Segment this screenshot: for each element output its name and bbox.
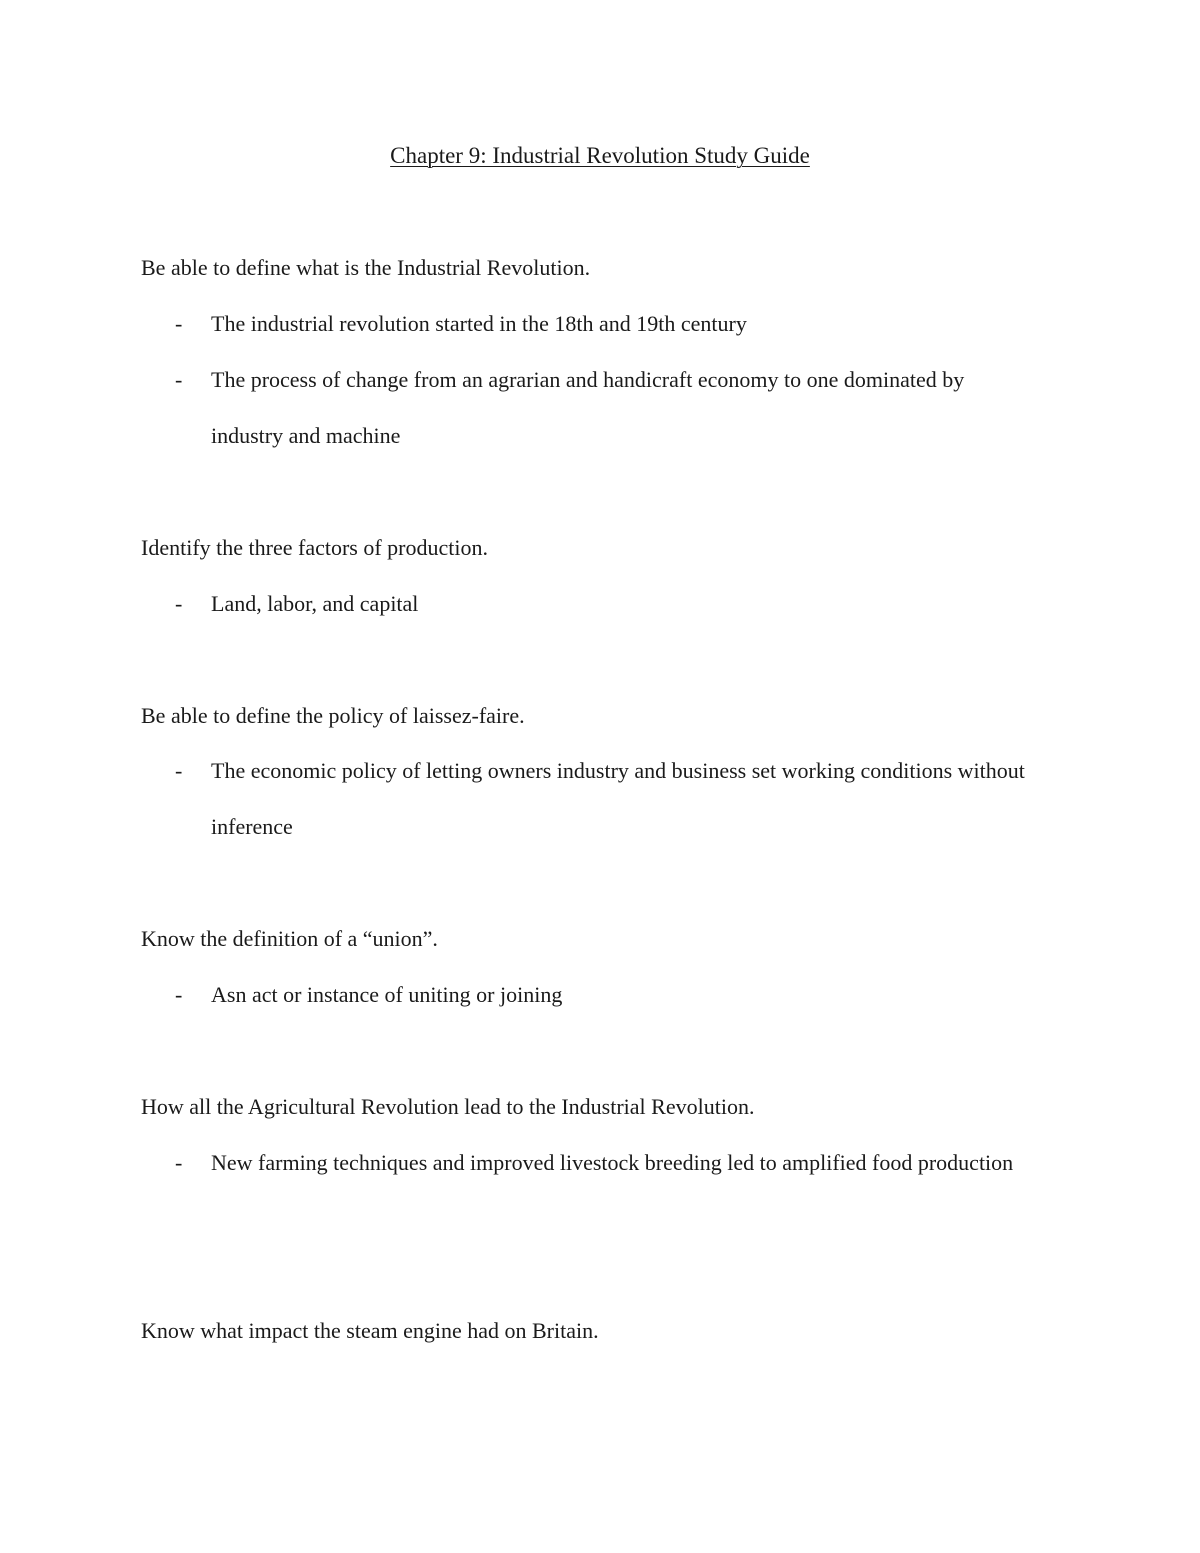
question-industrial-revolution: Be able to define what is the Industrial Revolution.	[141, 255, 591, 280]
answer-text: The industrial revolution started in the 18th and 19th century	[211, 311, 747, 336]
answer-text: The process of change from an agrarian and handicraft economy to one dominated by industry and machine	[211, 367, 965, 448]
answer-text: New farming techniques and improved livestock breeding led to amplified food production	[211, 1150, 1014, 1175]
answer-text: Land, labor, and capital	[211, 591, 419, 616]
bullet-dash: -	[175, 311, 183, 336]
page-title: Chapter 9: Industrial Revolution Study Guide	[390, 143, 810, 168]
answer-text: Asn act or instance of uniting or joining	[211, 982, 563, 1007]
bullet-dash: -	[175, 591, 183, 616]
answer-text: The economic policy of letting owners industry and business set working conditions without inference	[211, 758, 1025, 839]
question-laissez-faire: Be able to define the policy of laissez-faire.	[141, 703, 525, 728]
bullet-dash: -	[175, 367, 183, 392]
bullet-dash: -	[175, 1150, 183, 1175]
bullet-dash: -	[175, 758, 183, 783]
question-agricultural-revolution: How all the Agricultural Revolution lead to the Industrial Revolution.	[141, 1094, 755, 1119]
bullet-dash: -	[175, 982, 183, 1007]
question-factors-of-production: Identify the three factors of production.	[141, 535, 488, 560]
question-union: Know the definition of a “union”.	[141, 926, 438, 951]
question-steam-engine: Know what impact the steam engine had on Britain.	[141, 1318, 599, 1343]
